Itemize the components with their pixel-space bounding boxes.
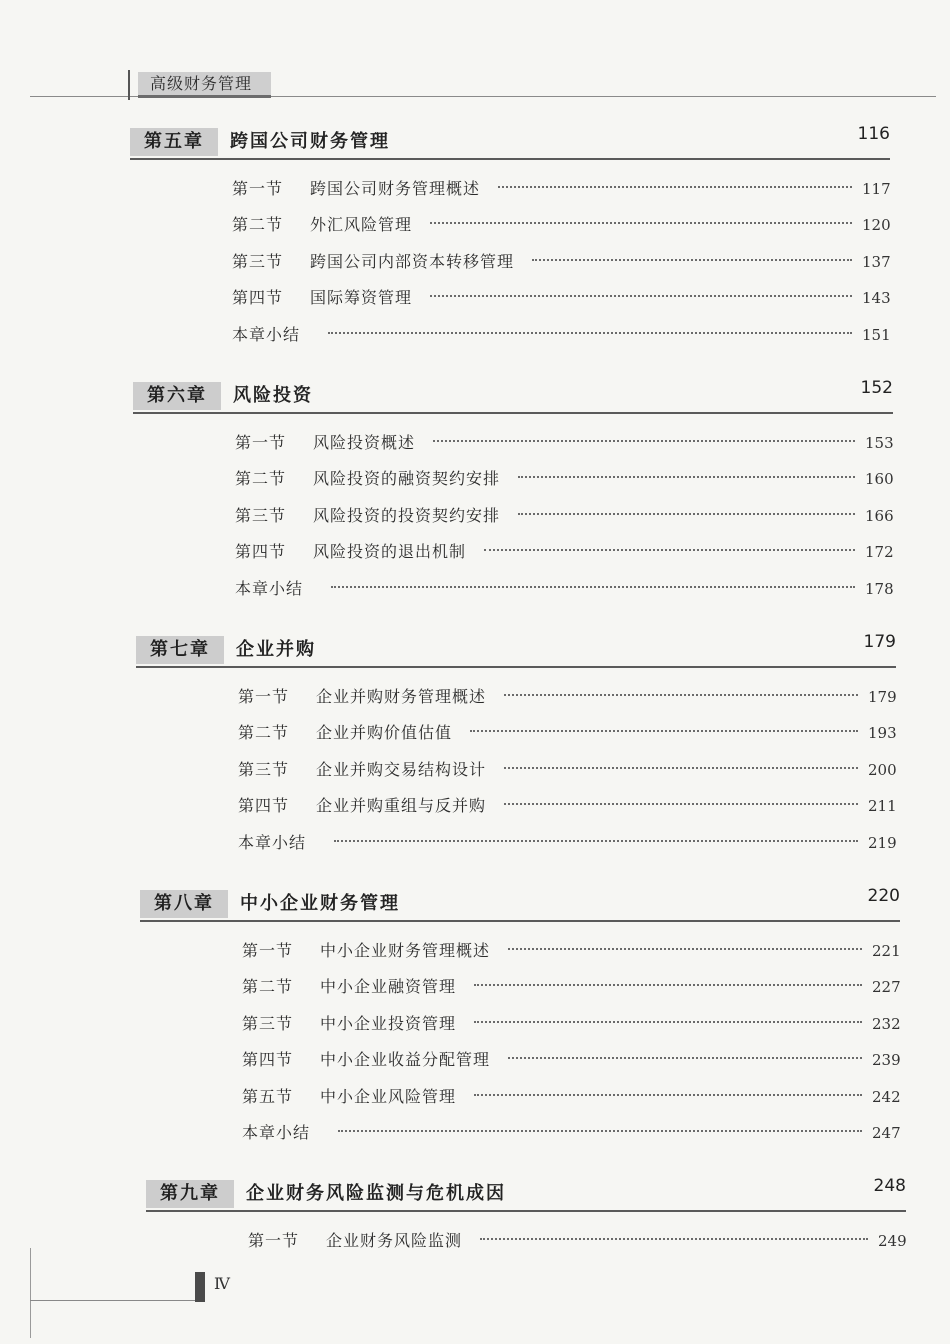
toc-entry[interactable] (235, 428, 893, 464)
chapter-title: 风险投资 (233, 385, 313, 406)
section-page: 193 (868, 724, 897, 743)
toc-entry-summary[interactable] (238, 828, 896, 864)
chapter-heading[interactable] (136, 632, 896, 668)
section-page: 137 (862, 252, 891, 271)
dot-leader (433, 440, 855, 442)
section-label: 第三节 (238, 759, 290, 779)
section-title: 企业财务风险监测 (326, 1231, 463, 1250)
section-title: 风险投资的融资契约安排 (313, 469, 501, 489)
section-label: 第四节 (232, 288, 284, 308)
toc-entry-summary[interactable] (235, 574, 893, 610)
section-label: 第一节 (232, 179, 284, 198)
dot-leader (480, 1238, 868, 1240)
section-page: 172 (865, 543, 894, 562)
chapter-page: 248 (873, 1176, 906, 1196)
toc-entry[interactable] (232, 174, 890, 210)
section-page: 219 (868, 833, 897, 852)
section-page: 242 (872, 1087, 901, 1106)
section-label: 第二节 (238, 723, 290, 743)
dot-leader (518, 476, 855, 478)
dot-leader (504, 767, 858, 769)
chapter-heading[interactable] (133, 378, 893, 414)
section-label: 第二节 (235, 469, 287, 489)
section-page: 153 (865, 434, 894, 452)
dot-leader (474, 1094, 862, 1096)
section-label: 第三节 (242, 1013, 294, 1033)
dot-leader (504, 694, 858, 696)
page-number: Ⅳ (214, 1274, 230, 1293)
dot-leader (470, 730, 858, 732)
chapter-number: 第五章 (130, 128, 218, 156)
section-list (242, 936, 900, 1154)
section-label: 第一节 (238, 687, 290, 706)
section-page: 178 (865, 579, 894, 598)
section-list (232, 174, 890, 356)
section-title: 跨国公司财务管理概述 (310, 179, 481, 198)
section-page: 249 (878, 1232, 907, 1250)
section-page: 200 (868, 760, 897, 779)
chapter-number: 第六章 (133, 382, 221, 410)
toc-entry[interactable] (242, 972, 900, 1008)
section-title: 跨国公司内部资本转移管理 (310, 251, 515, 271)
dot-leader (334, 840, 858, 842)
section-label: 第四节 (242, 1050, 294, 1070)
section-label: 第一节 (242, 941, 294, 960)
chapter-title: 企业并购 (236, 639, 316, 660)
section-page: 120 (862, 216, 891, 235)
toc-entry[interactable] (242, 936, 900, 972)
dot-leader (532, 259, 852, 261)
toc-entry[interactable] (248, 1226, 906, 1262)
chapter-page: 116 (857, 124, 890, 144)
toc-entry[interactable] (238, 791, 896, 827)
chapter-6 (133, 378, 893, 610)
toc-entry[interactable] (242, 1082, 900, 1118)
dot-leader (328, 332, 852, 334)
toc-entry-summary[interactable] (232, 320, 890, 356)
chapter-title: 跨国公司财务管理 (230, 131, 390, 152)
dot-leader (338, 1130, 862, 1132)
footer-bar (195, 1272, 205, 1302)
section-page: 227 (872, 978, 901, 997)
dot-leader (484, 549, 855, 551)
toc-entry[interactable] (238, 755, 896, 791)
toc-entry[interactable] (242, 1009, 900, 1045)
section-title: 中小企业收益分配管理 (320, 1050, 491, 1070)
section-label: 本章小结 (238, 832, 307, 852)
section-page: 160 (865, 470, 894, 489)
section-label: 第三节 (232, 251, 284, 271)
chapter-number: 第七章 (136, 636, 224, 664)
section-title: 外汇风险管理 (310, 215, 413, 235)
section-title: 风险投资的退出机制 (313, 542, 467, 562)
dot-leader (518, 513, 855, 515)
section-label: 本章小结 (232, 324, 301, 344)
dot-leader (474, 984, 862, 986)
section-page: 143 (862, 289, 891, 308)
section-page: 117 (862, 180, 891, 198)
section-title: 中小企业投资管理 (320, 1013, 457, 1033)
section-title: 企业并购交易结构设计 (316, 759, 487, 779)
section-label: 第二节 (242, 977, 294, 997)
toc-entry[interactable] (235, 501, 893, 537)
toc-entry-summary[interactable] (242, 1118, 900, 1154)
chapter-title: 中小企业财务管理 (240, 893, 400, 914)
toc-entry[interactable] (235, 464, 893, 500)
section-label: 第五节 (242, 1086, 294, 1106)
section-title: 国际筹资管理 (310, 288, 413, 308)
chapter-heading[interactable] (130, 124, 890, 160)
section-page: 166 (865, 506, 894, 525)
dot-leader (430, 295, 852, 297)
section-label: 本章小结 (242, 1122, 311, 1142)
section-label: 第一节 (235, 433, 287, 452)
section-title: 风险投资的投资契约安排 (313, 505, 501, 525)
section-title: 企业并购重组与反并购 (316, 796, 487, 816)
section-label: 本章小结 (235, 578, 304, 598)
section-page: 239 (872, 1051, 901, 1070)
section-page: 247 (872, 1123, 901, 1142)
section-label: 第一节 (248, 1231, 300, 1250)
section-label: 第四节 (238, 796, 290, 816)
section-title: 企业并购财务管理概述 (316, 687, 487, 706)
section-page: 232 (872, 1014, 901, 1033)
dot-leader (331, 586, 855, 588)
toc-entry[interactable] (232, 283, 890, 319)
footer-rule (30, 1300, 205, 1301)
chapter-number: 第八章 (140, 890, 228, 918)
toc-entry[interactable] (238, 682, 896, 718)
chapter-page: 152 (860, 378, 893, 398)
footer-left-rule (30, 1248, 31, 1338)
dot-leader (474, 1021, 862, 1023)
section-page: 151 (862, 325, 891, 344)
header-mark (128, 70, 130, 100)
dot-leader (498, 186, 852, 188)
section-page: 211 (868, 797, 897, 816)
section-title: 中小企业财务管理概述 (320, 941, 491, 960)
section-list (235, 428, 893, 610)
section-title: 中小企业融资管理 (320, 977, 457, 997)
toc-entry[interactable] (232, 247, 890, 283)
dot-leader (508, 948, 862, 950)
section-title: 中小企业风险管理 (320, 1086, 457, 1106)
section-list (248, 1226, 906, 1262)
section-page: 221 (872, 942, 901, 960)
chapter-page: 220 (867, 886, 900, 906)
section-label: 第二节 (232, 215, 284, 235)
section-label: 第三节 (235, 505, 287, 525)
chapter-9 (146, 1176, 906, 1262)
dot-leader (430, 222, 852, 224)
section-title: 企业并购价值估值 (316, 723, 453, 743)
chapter-7 (136, 632, 896, 864)
section-list (238, 682, 896, 864)
section-title: 风险投资概述 (313, 433, 416, 452)
chapter-title: 企业财务风险监测与危机成因 (246, 1183, 506, 1204)
toc-entry[interactable] (238, 718, 896, 754)
toc-entry[interactable] (232, 210, 890, 246)
chapter-8 (140, 886, 900, 1154)
book-title: 高级财务管理 (138, 72, 271, 98)
section-page: 179 (868, 688, 897, 706)
section-label: 第四节 (235, 542, 287, 562)
chapter-number: 第九章 (146, 1180, 234, 1208)
dot-leader (504, 803, 858, 805)
toc-entry[interactable] (242, 1045, 900, 1081)
toc-entry[interactable] (235, 537, 893, 573)
chapter-5 (130, 124, 890, 356)
chapter-heading[interactable] (146, 1176, 906, 1212)
dot-leader (508, 1057, 862, 1059)
chapter-page: 179 (863, 632, 896, 652)
chapter-heading[interactable] (140, 886, 900, 922)
